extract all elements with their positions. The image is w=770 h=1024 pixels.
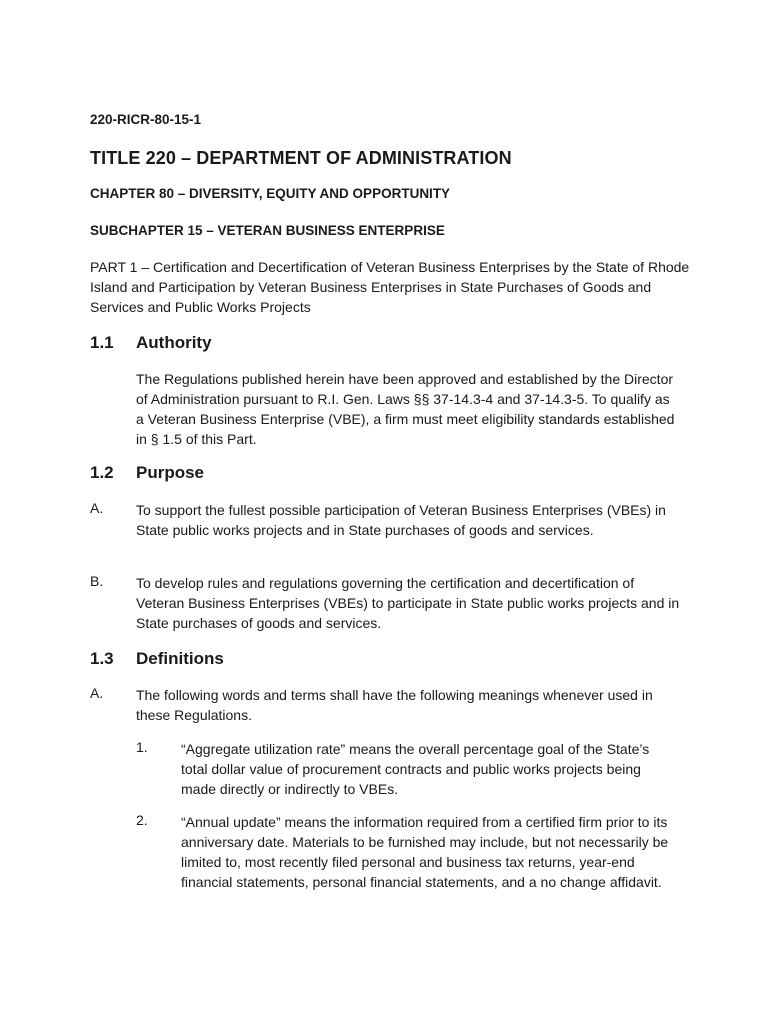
section-heading-purpose: Purpose <box>136 463 205 482</box>
section-number-definitions: 1.3 <box>90 649 114 668</box>
purpose-item-text: To support the fullest possible participation of Veteran Business Enterprises (VBEs) in State public works projects and in State purchases of goods and services. <box>136 502 666 538</box>
definition-subitem-text: “Annual update” means the information required from a certified firm prior to its anniversary date. Materials to be furnished may include, but not necessarily be limited to, most recently filed personal and business tax returns, year-end financial statements, personal financial statements, and a no change affidavit. <box>181 814 669 890</box>
definition-subitem-marker: 1. <box>136 739 148 755</box>
purpose-item-marker: A. <box>90 500 104 516</box>
purpose-item-text: To develop rules and regulations governing the certification and decertification of Veteran Business Enterprises (VBEs) to participate in State public works projects and in State purchases of goods and services. <box>136 575 680 631</box>
part-description: PART 1 – Certification and Decertification of Veteran Business Enterprises by the State of Rhode Island and Participation by Veteran Business Enterprises in State Purchases of Goods and Services and Public Works Projects <box>90 259 690 315</box>
section-number-authority: 1.1 <box>90 333 114 352</box>
definitions-item-marker: A. <box>90 685 104 701</box>
definition-subitem-marker: 2. <box>136 812 148 828</box>
definition-subitem-text: “Aggregate utilization rate” means the overall percentage goal of the State’s total dollar value of procurement contracts and public works projects being made directly or indirectly to VBEs. <box>181 741 650 797</box>
section-heading-definitions: Definitions <box>136 649 224 668</box>
purpose-item-marker: B. <box>90 573 104 589</box>
chapter-heading: CHAPTER 80 – DIVERSITY, EQUITY AND OPPORTUNITY <box>90 186 451 201</box>
section-number-purpose: 1.2 <box>90 463 114 482</box>
document-code: 220-RICR-80-15-1 <box>90 112 202 127</box>
authority-text: The Regulations published herein have been approved and established by the Director of Administration pursuant to R.I. Gen. Laws §§ 37-14.3-4 and 37-14.3-5. To qualify as a Veteran Business Enterprise (VBE), a firm must meet eligibility standards established in § 1.5 of this Part. <box>136 371 675 447</box>
document-title: TITLE 220 – DEPARTMENT OF ADMINISTRATION <box>90 148 512 168</box>
section-heading-authority: Authority <box>136 333 212 352</box>
subchapter-heading: SUBCHAPTER 15 – VETERAN BUSINESS ENTERPRISE <box>90 223 445 238</box>
definitions-item-text: The following words and terms shall have the following meanings whenever used in these Regulations. <box>136 687 653 723</box>
